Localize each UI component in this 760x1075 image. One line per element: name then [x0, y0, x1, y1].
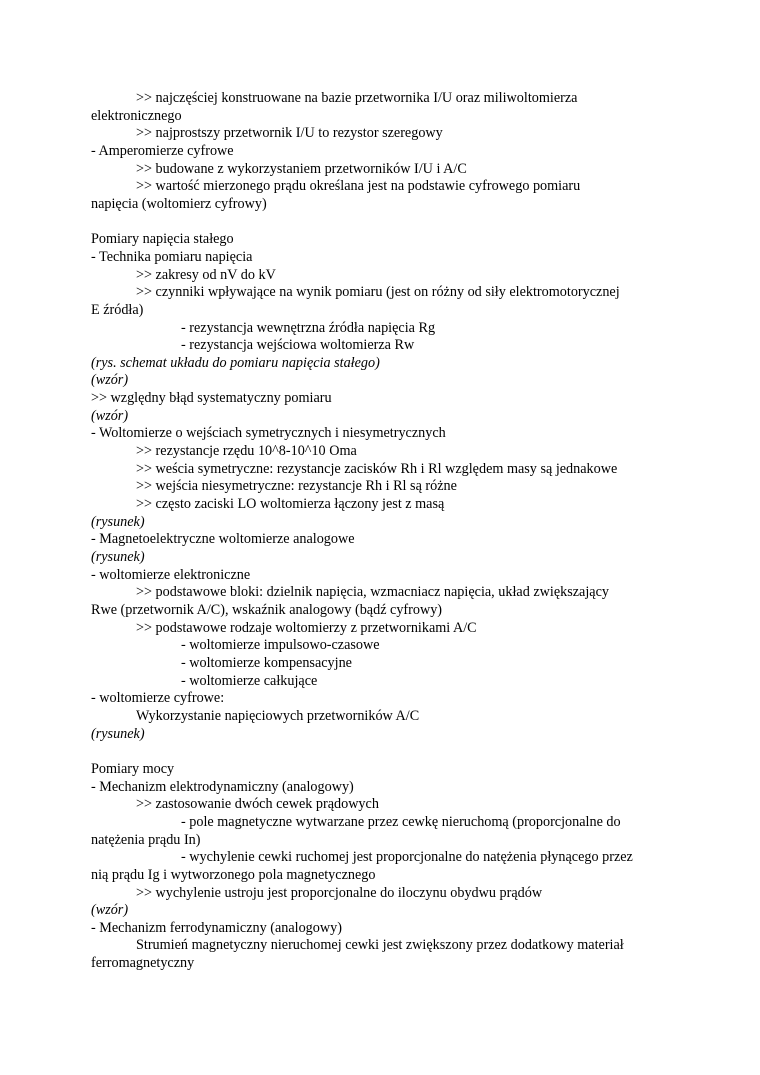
text-line: >> wejścia niesymetryczne: rezystancje Rh i Rl są różne	[136, 478, 457, 495]
text-line: - Amperomierze cyfrowe	[91, 142, 234, 159]
text-line: Pomiary mocy	[91, 760, 175, 777]
text-line: Wykorzystanie napięciowych przetworników A/C	[136, 707, 420, 724]
text-line: >> najczęściej konstruowane na bazie przetwornika I/U oraz miliwoltomierza	[136, 90, 578, 106]
text-line: >> podstawowe bloki: dzielnik napięcia, wzmacniacz napięcia, układ zwiększający	[136, 584, 609, 601]
text-line: - rezystancja wewnętrzna źródła napięcia Rg	[181, 319, 436, 336]
figure-placeholder-line: (rysunek)	[91, 513, 145, 530]
figure-placeholder-line: (wzór)	[91, 372, 129, 389]
text-line: nią prądu Ig i wytworzonego pola magnetycznego	[91, 866, 376, 883]
text-line: >> względny błąd systematyczny pomiaru	[91, 390, 332, 407]
text-line: - Technika pomiaru napięcia	[91, 248, 253, 265]
figure-placeholder-line: (rysunek)	[91, 725, 145, 742]
text-line: >> rezystancje rzędu 10^8-10^10 Oma	[136, 443, 357, 460]
text-line: >> wartość mierzonego prądu określana jest na podstawie cyfrowego pomiaru	[136, 178, 581, 195]
text-line: natężenia prądu In)	[91, 831, 201, 848]
text-line: >> najprostszy przetwornik I/U to rezystor szeregowy	[136, 125, 443, 142]
text-line: Strumień magnetyczny nieruchomej cewki jest zwiększony przez dodatkowy materiał	[136, 937, 624, 954]
blank-line	[91, 743, 681, 761]
text-line: >> często zaciski LO woltomierza łączony jest z masą	[136, 496, 445, 513]
text-line: - rezystancja wejściowa woltomierza Rw	[181, 337, 415, 354]
figure-placeholder-line: (wzór)	[91, 902, 129, 919]
text-line: >> czynniki wpływające na wynik pomiaru (jest on różny od siły elektromotorycznej	[136, 284, 620, 301]
text-line: - woltomierze całkujące	[181, 672, 318, 689]
text-line: >> podstawowe rodzaje woltomierzy z przetwornikami A/C	[136, 619, 477, 636]
text-line: >> zakresy od nV do kV	[136, 266, 276, 283]
text-line: - woltomierze kompensacyjne	[181, 654, 352, 671]
figure-placeholder-line: (wzór)	[91, 407, 129, 424]
document-body	[91, 90, 681, 973]
text-line: >> weścia symetryczne: rezystancje zacisków Rh i Rl względem masy są jednakowe	[136, 460, 618, 477]
figure-placeholder-line: (rys. schemat układu do pomiaru napięcia stałego)	[91, 354, 380, 371]
text-line: - Magnetoelektryczne woltomierze analogowe	[91, 531, 355, 548]
text-line: - Mechanizm elektrodynamiczny (analogowy)	[91, 778, 354, 795]
text-line: - Woltomierze o wejściach symetrycznych i niesymetrycznych	[91, 425, 446, 442]
text-line: - woltomierze impulsowo-czasowe	[181, 637, 380, 654]
text-line: >> budowane z wykorzystaniem przetworników I/U i A/C	[136, 160, 467, 177]
text-line: - pole magnetyczne wytwarzane przez cewkę nieruchomą (proporcjonalne do	[181, 813, 621, 830]
blank-line	[91, 214, 681, 232]
text-line: >> wychylenie ustroju jest proporcjonalne do iloczynu obydwu prądów	[136, 884, 543, 901]
text-line: - woltomierze elektroniczne	[91, 566, 251, 583]
text-line: napięcia (woltomierz cyfrowy)	[91, 195, 267, 212]
text-line: - wychylenie cewki ruchomej jest proporcjonalne do natężenia płynącego przez	[181, 849, 633, 866]
text-line: Pomiary napięcia stałego	[91, 231, 234, 248]
text-line: - Mechanizm ferrodynamiczny (analogowy)	[91, 919, 342, 936]
text-line: >> zastosowanie dwóch cewek prądowych	[136, 796, 379, 813]
figure-placeholder-line: (rysunek)	[91, 549, 145, 566]
text-line: Rwe (przetwornik A/C), wskaźnik analogowy (bądź cyfrowy)	[91, 602, 443, 619]
text-line: - woltomierze cyfrowe:	[91, 690, 225, 707]
text-line: ferromagnetyczny	[91, 955, 195, 972]
text-line: E źródła)	[91, 301, 144, 318]
text-line: elektronicznego	[91, 107, 182, 124]
